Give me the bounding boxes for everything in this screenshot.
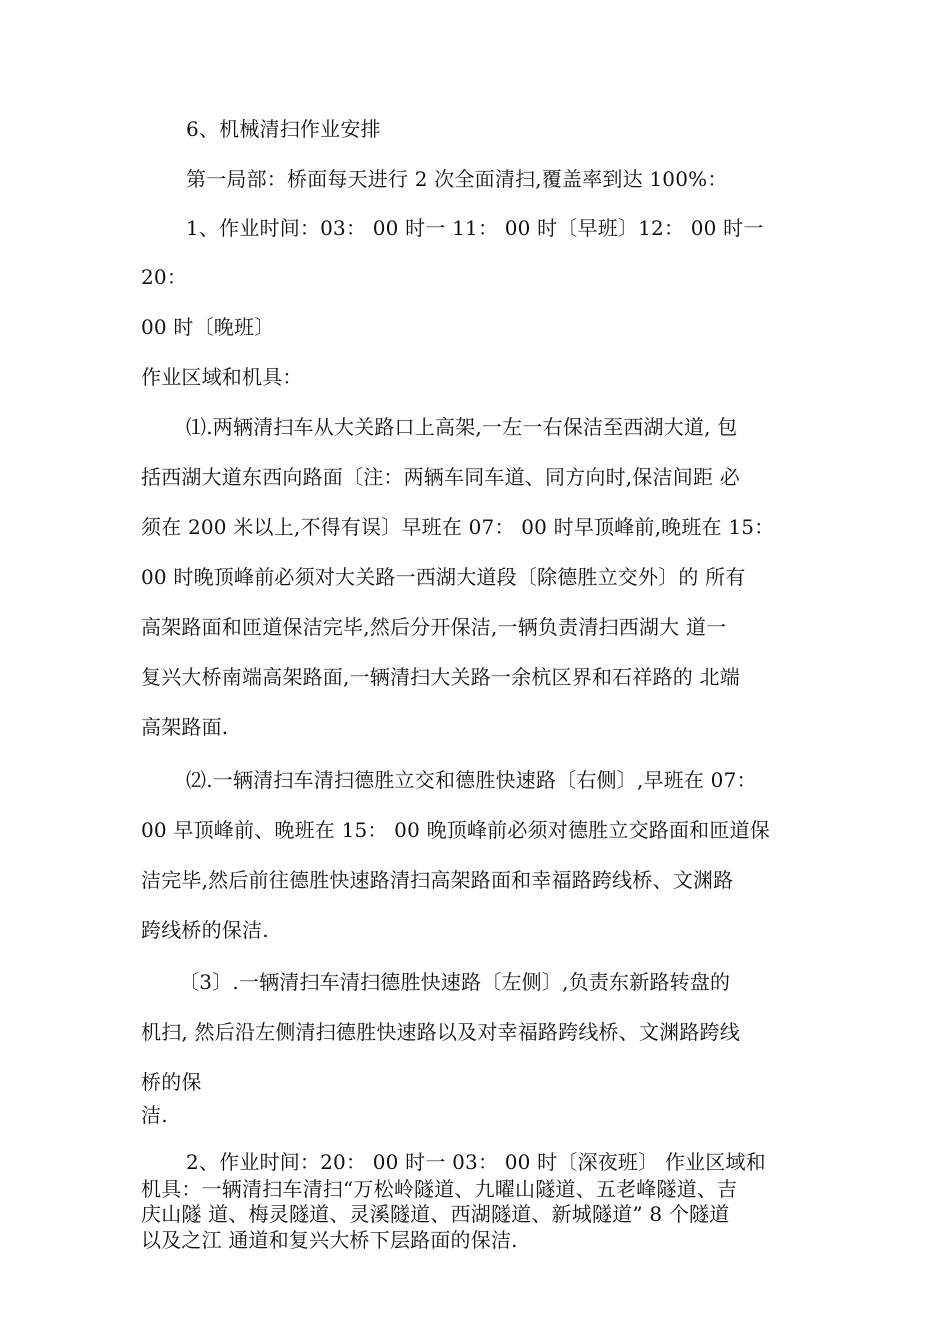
para3-line-2: 机扫, 然后沿左侧清扫德胜快速路以及对幸福路跨线桥、文渊路跨线: [141, 1020, 740, 1044]
para1-line-7: 高架路面.: [141, 715, 229, 739]
para3-line-1: 〔3〕.一辆清扫车清扫德胜快速路〔左侧〕,负责东新路转盘的: [179, 970, 731, 994]
item1-line-3: 00 时〔晚班〕: [141, 315, 275, 339]
item2-line-1: 2、作业时间：20： 00 时一 03： 00 时〔深夜班〕 作业区域和: [186, 1150, 766, 1174]
para1-line-4: 00 时晚顶峰前必须对大关路一西湖大道段〔除德胜立交外〕的 所有: [141, 565, 746, 589]
item1-line-1: 1、作业时间：03： 00 时一 11： 00 时〔早班〕12： 00 时一: [186, 216, 764, 240]
para1-line-2: 括西湖大道东西向路面〔注：两辆车同车道、同方向时,保洁间距 必: [141, 465, 740, 489]
section-heading: 6、机械清扫作业安排: [186, 117, 381, 141]
item1-line-2: 20：: [141, 265, 188, 289]
area-label: 作业区域和机具：: [141, 365, 303, 389]
para2-line-1: ⑵.一辆清扫车清扫德胜立交和德胜快速路〔右侧〕,早班在 07：: [186, 768, 757, 792]
para3-line-3: 桥的保: [141, 1070, 202, 1094]
para1-line-5: 高架路面和匝道保洁完毕,然后分开保洁,一辆负责清扫西湖大 道一: [141, 615, 727, 639]
para1-line-3: 须在 200 米以上,不得有误〕早班在 07： 00 时早顶峰前,晚班在 15：: [141, 515, 775, 539]
part1-intro: 第一局部：桥面每天进行 2 次全面清扫,覆盖率到达 100%：: [186, 167, 728, 191]
para1-line-6: 复兴大桥南端高架路面,一辆清扫大关路一余杭区界和石祥路的 北端: [141, 665, 740, 689]
para2-line-3: 洁完毕,然后前往德胜快速路清扫高架路面和幸福路跨线桥、文渊路: [141, 868, 734, 892]
para2-line-4: 跨线桥的保洁.: [141, 918, 269, 942]
item2-line-2: 机具：一辆清扫车清扫“万松岭隧道、九曜山隧道、五老峰隧道、吉: [141, 1177, 738, 1201]
item2-line-3: 庆山隧 道、梅灵隧道、灵溪隧道、西湖隧道、新城隧道” 8 个隧道: [141, 1202, 730, 1226]
para3-line-4: 洁.: [141, 1103, 168, 1127]
para1-line-1: ⑴.两辆清扫车从大关路口上高架,一左一右保洁至西湖大道, 包: [186, 415, 738, 439]
item2-line-4: 以及之江 通道和复兴大桥下层路面的保洁.: [141, 1228, 518, 1252]
para2-line-2: 00 早顶峰前、晚班在 15： 00 晚顶峰前必须对德胜立交路面和匝道保: [141, 818, 770, 842]
